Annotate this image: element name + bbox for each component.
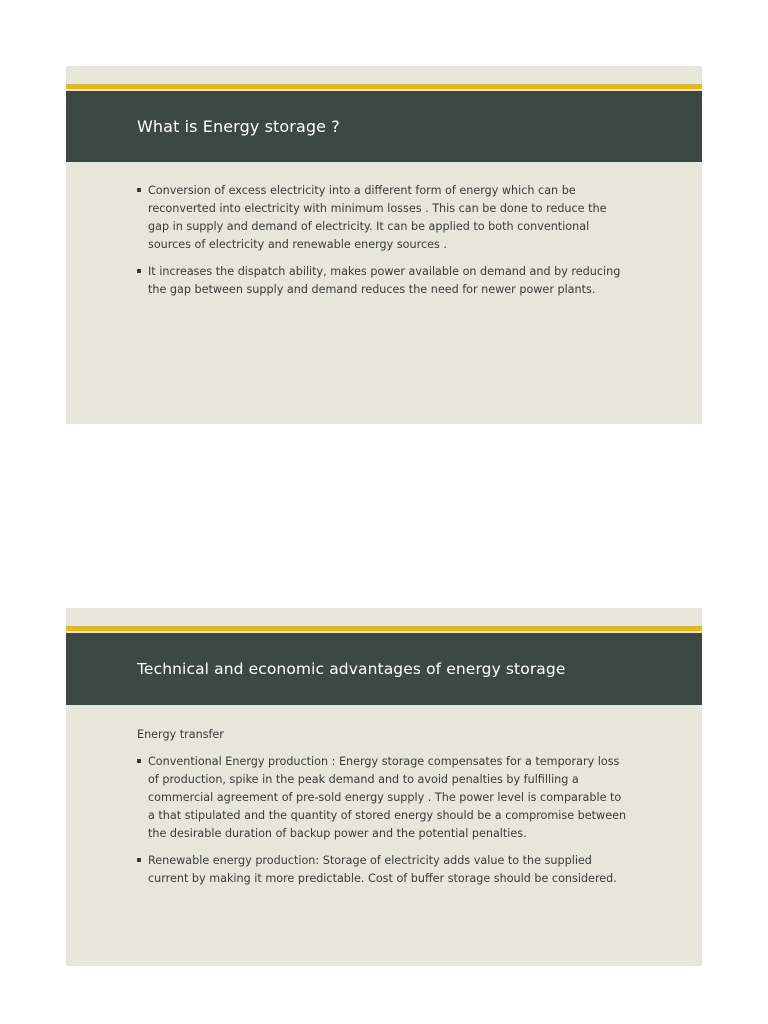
bullet-text: Renewable energy production: Storage of electricity adds value to the supplied current by making it more predictable. Cost of buffer storage should be considered. [148,854,617,885]
slide-1 [66,66,702,424]
square-bullet-icon [137,858,141,862]
accent-bar [66,626,702,631]
square-bullet-icon [137,269,141,273]
bullet-text: Conversion of excess electricity into a different form of energy which can be reconverted into electricity with minimum losses . This can be done to reduce the gap in supply and demand of electricity. It can be applied to both conventional sources of electricity and renewable energy sources . [148,184,607,251]
bullet-item [137,182,627,254]
bullet-text: Conventional Energy production : Energy storage compensates for a temporary loss of production, spike in the peak demand and to avoid penalties by fulfilling a commercial agreement of pre-sold energy supply . The power level is comparable to a that stipulated and the quantity of stored energy should be a compromise between the desirable duration of backup power and the potential penalties. [148,755,627,840]
accent-bar [66,84,702,89]
slide-body [137,726,627,897]
title-band [66,633,702,705]
bullet-list [137,753,627,888]
bullet-item [137,753,627,843]
bullet-item [137,263,627,299]
square-bullet-icon [137,188,141,192]
slide-2 [66,608,702,966]
bullet-item [137,852,627,888]
bullet-list [137,182,627,299]
bullet-text: It increases the dispatch ability, makes power available on demand and by reducing the gap between supply and demand reduces the need for newer power plants. [148,265,621,296]
slide-body [137,182,627,308]
square-bullet-icon [137,759,141,763]
section-label: Energy transfer [137,728,224,741]
slide-title: Technical and economic advantages of energy storage [137,660,566,678]
title-band [66,91,702,162]
slide-title: What is Energy storage ? [137,117,340,136]
